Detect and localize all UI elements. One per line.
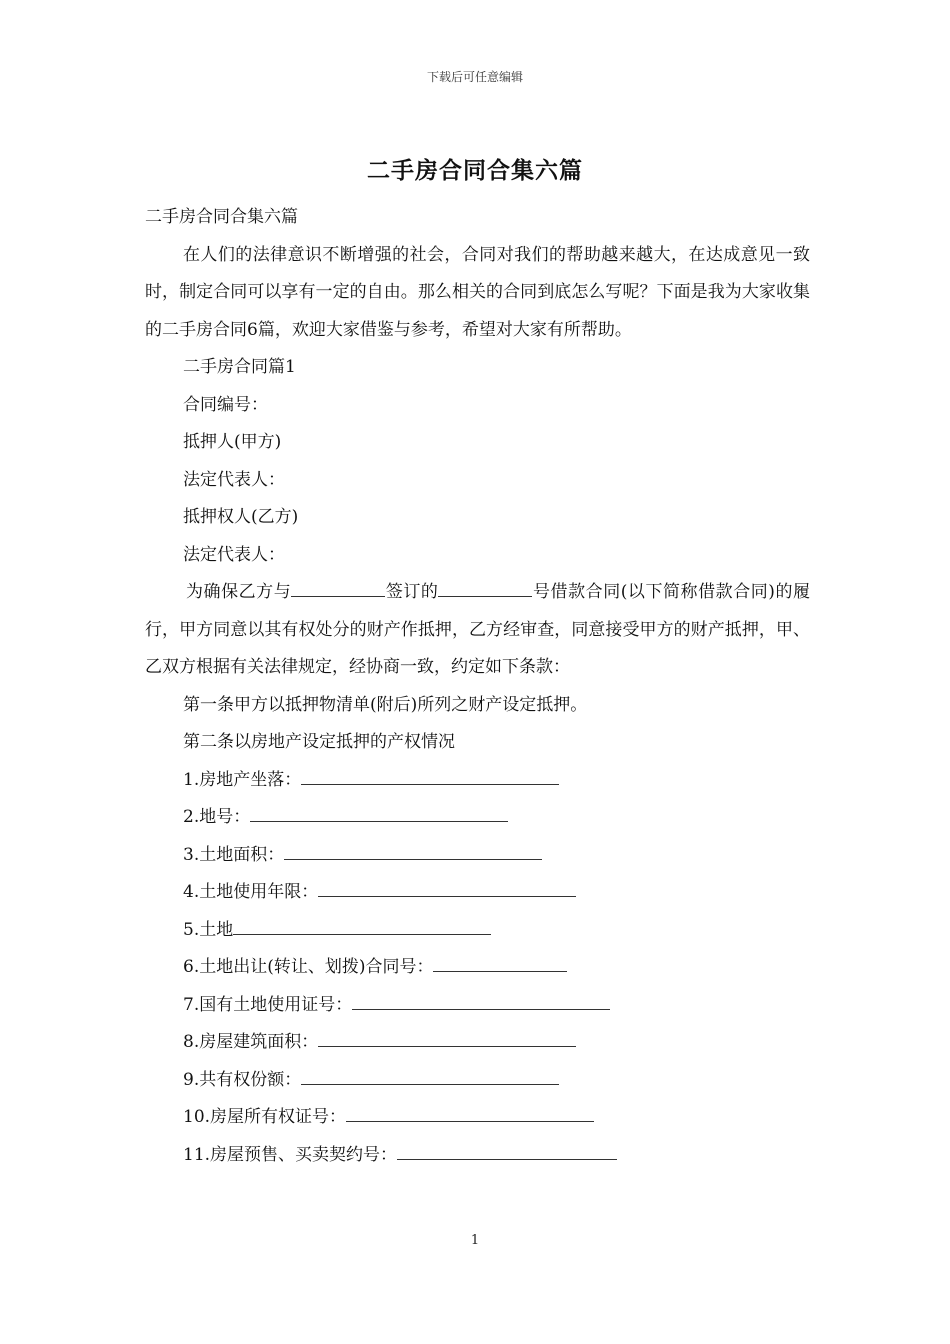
section-heading: 二手房合同篇1: [183, 357, 296, 377]
list-item: [145, 837, 810, 875]
subtitle: 二手房合同合集六篇: [145, 207, 298, 227]
blank-line: [346, 1103, 594, 1122]
blank-line: [318, 1028, 576, 1047]
list-item: [145, 874, 810, 912]
item-label: 2.地号：: [183, 807, 251, 827]
purpose-text-2: 签订的: [385, 582, 439, 602]
list-item: [145, 799, 810, 837]
item-label: 1.房地产坐落：: [183, 769, 302, 790]
list-item: [145, 1024, 810, 1062]
list-item: [145, 1099, 810, 1137]
page-header: 下载后可任意编辑: [426, 70, 523, 84]
item-label: 4.土地使用年限：: [183, 882, 319, 902]
item-label: 7.国有土地使用证号：: [183, 994, 353, 1015]
document-title: 二手房合同合集六篇: [367, 157, 583, 184]
page-number: 1: [470, 1233, 480, 1248]
purpose-paragraph: [145, 574, 810, 687]
mortgagee-field: 抵押权人(乙方): [183, 507, 299, 527]
list-item: [145, 949, 810, 987]
document-body: [145, 199, 810, 1174]
contract-number-field: 合同编号：: [183, 394, 268, 415]
blank-line: [433, 953, 567, 972]
article-1: 第一条甲方以抵押物清单(附后)所列之财产设定抵押。: [183, 694, 588, 715]
list-item: [145, 987, 810, 1025]
list-item: [145, 762, 810, 800]
blank-line: [318, 878, 576, 897]
article-2: 第二条以房地产设定抵押的产权情况: [183, 732, 455, 752]
blank-line: [301, 766, 559, 785]
intro-paragraph: 在人们的法律意识不断增强的社会，合同对我们的帮助越来越大，在达成意见一致时，制定合同可以享有一定的自由。那么相关的合同到底怎么写呢？下面是我为大家收集的二手房合同6篇，欢迎大家借鉴与参考，希望对大家有所帮助。: [145, 244, 810, 340]
item-label: 9.共有权份额：: [183, 1069, 302, 1090]
list-item: [145, 1062, 810, 1100]
list-item: [145, 1137, 810, 1175]
mortgagor-field: 抵押人(甲方): [183, 432, 282, 452]
item-label: 3.土地面积：: [183, 844, 285, 865]
blank-line: [397, 1141, 617, 1160]
purpose-text-3: 号借款合同(以下简称借款合同)的履行，甲方同意以其有权处分的财产作抵押，乙方经审查，同意接受甲方的财产抵押，甲、乙双方根据有关法律规定，经协商一致，约定如下条款：: [145, 582, 811, 677]
item-label: 8.房屋建筑面积：: [183, 1032, 319, 1052]
blank-line: [352, 991, 610, 1010]
item-label: 5.土地: [183, 919, 234, 940]
purpose-text-1: 为确保乙方与: [186, 582, 292, 602]
blank-line: [301, 1066, 559, 1085]
item-label: 10.房屋所有权证号：: [183, 1107, 347, 1127]
blank-line: [291, 578, 385, 597]
legal-rep-field-1: 法定代表人：: [183, 469, 285, 490]
blank-line: [438, 578, 532, 597]
blank-line: [284, 841, 542, 860]
legal-rep-field-2: 法定代表人：: [183, 544, 285, 565]
item-label: 11.房屋预售、买卖契约号：: [183, 1144, 398, 1165]
blank-line: [233, 916, 491, 935]
list-item: [145, 912, 810, 950]
item-label: 6.土地出让(转让、划拨)合同号：: [183, 957, 434, 977]
blank-line: [250, 803, 508, 822]
